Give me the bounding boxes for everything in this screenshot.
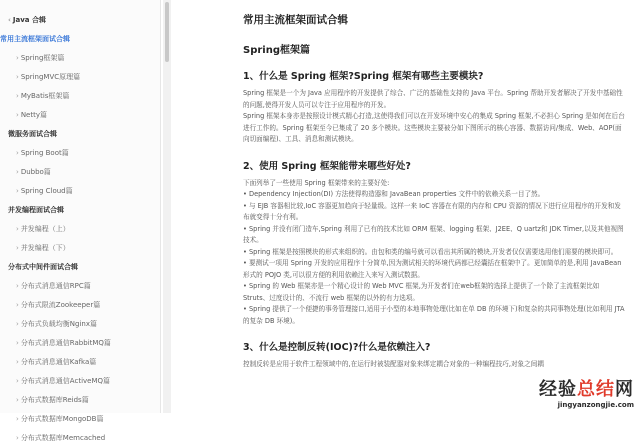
question-3-body bbox=[230, 359, 625, 371]
paragraph: Spring 框架是一个为 Java 应用程序的开发提供了综合、广泛的基础性支持的 Java 平台。Spring 帮助开发者解决了开发中基础性的问题,使得开发人员可以专注于应用程序的开发。 bbox=[243, 89, 623, 109]
chevron-right-icon: › bbox=[16, 91, 19, 100]
paragraph: 控制反转是应用于软件工程领域中的,在运行时被装配器对象来绑定耦合对象的一种编程技巧,对象之间耦 bbox=[243, 360, 544, 368]
chevron-right-icon: › bbox=[16, 414, 19, 423]
page-title: 常用主流框架面试合辑 bbox=[243, 14, 348, 26]
watermark-url: jingyanzongjie.com bbox=[557, 401, 634, 409]
paragraph: • Spring 提供了一个便捷的事务管理接口,适用于小型的本地事物处理(比如在单 DB 的环境下)和复杂的共同事物处理(比如利用 JTA 的复杂 DB 环境)。 bbox=[243, 305, 625, 325]
chevron-right-icon: › bbox=[16, 53, 19, 62]
question-2-body bbox=[230, 178, 625, 328]
sidebar-item-label: 分布式消息通信RabbitMQ篇 bbox=[20, 338, 111, 347]
chevron-right-icon: › bbox=[16, 243, 19, 252]
sidebar-item[interactable] bbox=[0, 428, 160, 447]
sidebar-item[interactable] bbox=[0, 86, 160, 105]
sidebar-item[interactable] bbox=[0, 371, 160, 390]
scrollbar-thumb[interactable] bbox=[165, 2, 169, 62]
section-title: Spring框架篇 bbox=[243, 45, 310, 56]
sidebar-item-label: 并发编程（下） bbox=[20, 243, 70, 252]
paragraph: • 与 EJB 容器相比较,IoC 容器更加趋向于轻量级。这样一来 IoC 容器在有限的内存和 CPU 资源的情况下进行应用程序的开发和发布就变得十分有利。 bbox=[243, 201, 621, 221]
sidebar-item-label: 并发编程（上） bbox=[20, 224, 70, 233]
paragraph: • 要测试一项用 Spring 开发的应用程序十分简单,因为测试相关的环境代码都已经囊括在框架中了。更加简单的是,利用 JavaBean 形式的 POJO 类,可以很方便的利用依赖注入来写入测试数据。 bbox=[243, 259, 622, 279]
sidebar-item[interactable] bbox=[0, 238, 160, 257]
sidebar-item[interactable] bbox=[0, 276, 160, 295]
sidebar-item[interactable] bbox=[0, 105, 160, 124]
chevron-right-icon: › bbox=[16, 72, 19, 81]
sidebar-item-label: Netty篇 bbox=[20, 110, 47, 119]
question-2-title: 2、使用 Spring 框架能带来哪些好处? bbox=[243, 160, 411, 172]
paragraph: 下面列举了一些使用 Spring 框架带来的主要好处: bbox=[243, 178, 390, 187]
sidebar-item-label: 分布式消息通信RPC篇 bbox=[20, 281, 91, 290]
chevron-right-icon: › bbox=[16, 433, 19, 442]
paragraph: • Spring 的 Web 框架亦是一个精心设计的 Web MVC 框架,为开发者们在web框架的选择上提供了一个除了主流框架比如 Struts、过度设计的、不流行 web 框架的以外的有力选项。 bbox=[243, 282, 600, 302]
sidebar-item[interactable] bbox=[0, 162, 160, 181]
chevron-right-icon: › bbox=[16, 376, 19, 385]
chevron-right-icon: › bbox=[16, 167, 19, 176]
chevron-right-icon: › bbox=[16, 300, 19, 309]
chevron-right-icon: › bbox=[16, 395, 19, 404]
sidebar-item[interactable] bbox=[0, 29, 160, 48]
sidebar-item[interactable] bbox=[0, 295, 160, 314]
sidebar-item[interactable] bbox=[0, 257, 160, 276]
sidebar-item[interactable] bbox=[0, 124, 160, 143]
sidebar-item-label: 微服务面试合辑 bbox=[8, 129, 57, 138]
sidebar-item[interactable] bbox=[0, 219, 160, 238]
chevron-right-icon: › bbox=[16, 319, 19, 328]
chevron-down-icon: ‹ bbox=[8, 15, 11, 24]
sidebar-nav bbox=[0, 10, 160, 447]
sidebar-item-label: 分布式消息通信ActiveMQ篇 bbox=[20, 376, 111, 385]
chevron-right-icon: › bbox=[16, 148, 19, 157]
sidebar-item[interactable] bbox=[0, 143, 160, 162]
sidebar-item-label: 分布式数据库Memcached bbox=[20, 433, 106, 442]
sidebar-item-label: 分布式负载均衡Nginx篇 bbox=[20, 319, 98, 328]
question-3-title: 3、什么是控制反转(IOC)?什么是依赖注入? bbox=[243, 342, 431, 353]
sidebar-item-label: Dubbo篇 bbox=[20, 167, 51, 176]
chevron-right-icon: › bbox=[16, 186, 19, 195]
sidebar-item-label: SpringMVC原理篇 bbox=[20, 72, 81, 81]
sidebar-item[interactable] bbox=[0, 48, 160, 67]
sidebar-item-label: Java 合辑 bbox=[12, 15, 46, 24]
chevron-right-icon: › bbox=[16, 281, 19, 290]
question-1-body bbox=[230, 88, 625, 146]
sidebar-item[interactable] bbox=[0, 333, 160, 352]
chevron-right-icon: › bbox=[16, 357, 19, 366]
sidebar-item-label: 分布式中间件面试合辑 bbox=[8, 262, 78, 271]
sidebar-item[interactable] bbox=[0, 181, 160, 200]
question-1-title: 1、什么是 Spring 框架?Spring 框架有哪些主要模块? bbox=[243, 71, 484, 82]
sidebar-item[interactable] bbox=[0, 200, 160, 219]
scrollbar[interactable] bbox=[163, 0, 171, 413]
sidebar-item[interactable] bbox=[0, 390, 160, 409]
chevron-right-icon: › bbox=[16, 110, 19, 119]
sidebar-item-label: Spring框架篇 bbox=[20, 53, 65, 62]
sidebar-item-label: 分布式消息通信Kafka篇 bbox=[20, 357, 97, 366]
sidebar-item-label: 常用主流框架面试合辑 bbox=[0, 34, 70, 43]
main-content bbox=[230, 0, 625, 413]
sidebar-item-label: Spring Cloud篇 bbox=[20, 186, 73, 195]
sidebar-item-label: 分布式数据库Reids篇 bbox=[20, 395, 89, 404]
sidebar-item-label: MyBatis框架篇 bbox=[20, 91, 70, 100]
watermark-prefix: 经验 bbox=[539, 379, 577, 400]
sidebar-item[interactable] bbox=[0, 352, 160, 371]
paragraph: • Spring 框架是按照模块的形式来组织的。由包和类的编号就可以看出其所属的模块,开发者仅仅需要选用他们需要的模块即可。 bbox=[243, 247, 618, 256]
sidebar-item[interactable] bbox=[0, 10, 160, 29]
sidebar-item[interactable] bbox=[0, 409, 160, 428]
sidebar-item-label: 分布式限流Zookeeper篇 bbox=[20, 300, 101, 309]
paragraph: • Spring 并没有闭门造车,Spring 利用了已有的技术比如 ORM 框架、logging 框架、J2EE、Q uartz和 JDK Timer,以及其他视图技术。 bbox=[243, 224, 624, 244]
watermark-suffix: 网 bbox=[615, 379, 634, 400]
sidebar-item-label: 并发编程面试合辑 bbox=[8, 205, 64, 214]
chevron-right-icon: › bbox=[16, 224, 19, 233]
paragraph: • Dependency Injection(DI) 方法使得构造器和 JavaBean properties 文件中的依赖关系一目了然。 bbox=[243, 190, 545, 198]
watermark-logo bbox=[539, 375, 634, 409]
sidebar-item[interactable] bbox=[0, 314, 160, 333]
sidebar-item-label: 分布式数据库MongoDB篇 bbox=[20, 414, 104, 423]
chevron-right-icon: › bbox=[16, 338, 19, 347]
sidebar-item-label: Spring Boot篇 bbox=[20, 148, 69, 157]
sidebar-item[interactable] bbox=[0, 67, 160, 86]
watermark-accent: 总结 bbox=[577, 379, 615, 400]
sidebar bbox=[0, 0, 161, 442]
paragraph: Spring 框架本身亦是按照设计模式精心打造,这使得我们可以在开发环境中安心的集成 Spring 框架,不必担心 Spring 是如何在后台进行工作的。Spring 框架至今已集成了 20 多个模块。这些模块主要被分如下图所示的核心容器、数据访问/集成、Web、AOP(面向切面编程)、工具、消息和测试模块。 bbox=[243, 112, 625, 143]
